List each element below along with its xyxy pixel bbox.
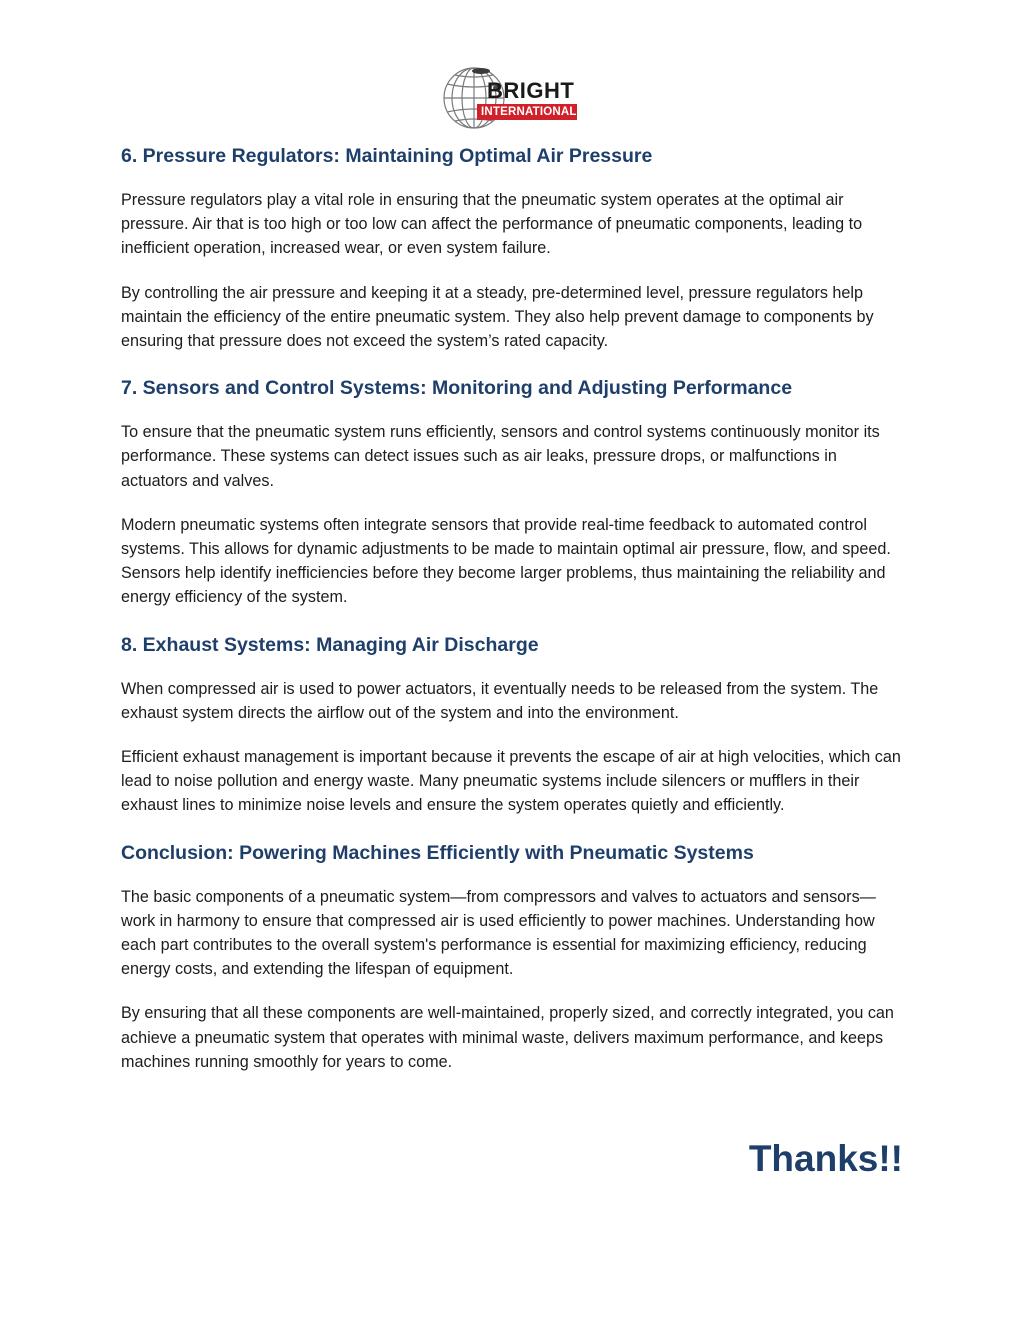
section-heading: 7. Sensors and Control Systems: Monitoring and Adjusting Performance [121, 377, 793, 400]
section-conclusion [121, 840, 906, 1074]
paragraph: Efficient exhaust management is important because it prevents the escape of air at high velocities, which can lead to noise pollution and energy waste. Many pneumatic systems include silencers or mufflers in their exhaust lines to minimize noise levels and ensure the system operates quietly and efficiently. [121, 748, 901, 815]
section-heading: 6. Pressure Regulators: Maintaining Optimal Air Pressure [121, 145, 653, 167]
paragraph: When compressed air is used to power actuators, it eventually needs to be released from the system. The exhaust system directs the airflow out of the system and into the environment. [121, 679, 879, 722]
section-exhaust-systems [121, 632, 906, 818]
section-pressure-regulators [121, 143, 906, 353]
paragraph: Modern pneumatic systems often integrate sensors that provide real-time feedback to automated control systems. This allows for dynamic adjustments to be made to maintain optimal air pressure, flow, and speed. Sensors help identify inefficiencies before they become larger problems, thus maintaining the reliability and energy efficiency of the system. [121, 515, 891, 607]
paragraph: By controlling the air pressure and keeping it at a steady, pre-determined level, pressure regulators help maintain the efficiency of the entire pneumatic system. They also help prevent damage to components by ensuring that pressure does not exceed the system’s rated capacity. [121, 283, 874, 351]
section-sensors-control [121, 375, 906, 609]
logo-word-bright: BRIGHT [487, 78, 575, 103]
brand-logo [441, 66, 581, 130]
document-body [121, 140, 906, 1074]
paragraph: Pressure regulators play a vital role in ensuring that the pneumatic system operates at the optimal air pressure. Air that is too high or too low can affect the performance of pneumatic components, leading to inefficient operation, increased wear, or even system failure. [121, 191, 863, 258]
paragraph: By ensuring that all these components are well-maintained, properly sized, and correctly integrated, you can achieve a pneumatic system that operates with minimal waste, delivers maximum performance, and keeps machines running smoothly for years to come. [121, 1004, 894, 1071]
section-heading: 8. Exhaust Systems: Managing Air Discharge [121, 633, 539, 656]
closing-thanks: Thanks!! [748, 1138, 903, 1179]
paragraph: The basic components of a pneumatic system—from compressors and valves to actuators and sensors—work in harmony to ensure that compressed air is used efficiently to power machines. Understanding how each part contributes to the overall system's performance is essential for maximizing efficiency, reducing energy costs, and extending the lifespan of equipment. [121, 887, 876, 979]
paragraph: To ensure that the pneumatic system runs efficiently, sensors and control systems continuously monitor its performance. These systems can detect issues such as air leaks, pressure drops, or malfunctions in actuators and valves. [121, 423, 880, 490]
section-heading: Conclusion: Powering Machines Efficiently with Pneumatic Systems [121, 841, 754, 864]
logo-word-international: INTERNATIONAL [481, 106, 577, 118]
